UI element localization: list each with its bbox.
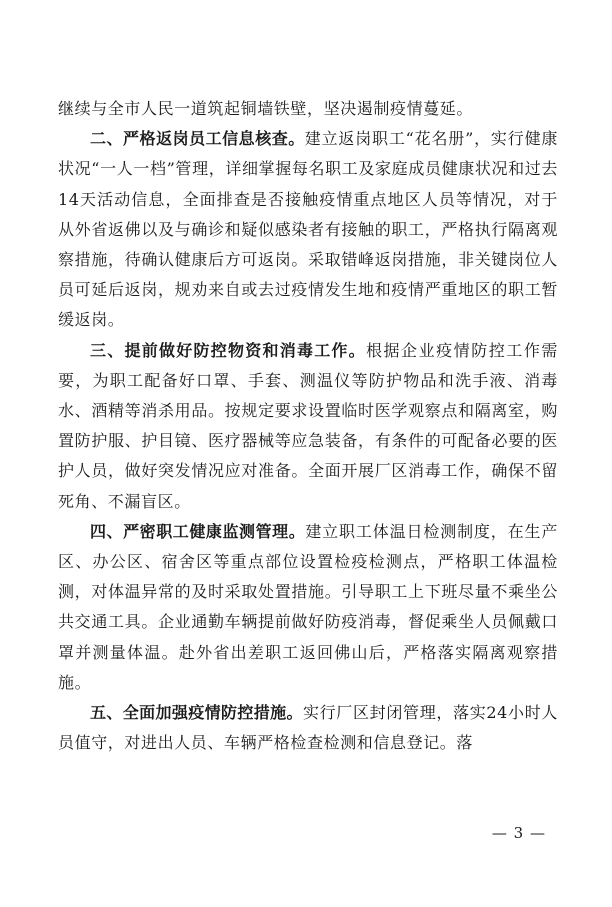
page-number: — 3 — xyxy=(491,824,546,842)
section-2-body: 建立返岗职工“花名册”，实行健康状况“一人一档”管理，详细掌握每名职工及家庭成员健康状况和过去14天活动信息，全面排查是否接触疫情重点地区人员等情况，对于从外省返佛以及与确诊和疑似感染者有接触的职工，严格执行隔离观察措施，待确认健康后方可返岗。采取错峰返岗措施，非关键岗位人员可延后返岗，规劝来自或去过疫情发生地和疫情严重地区的职工暂缓返岗。 xyxy=(58,129,558,330)
section-5-body: 实行厂区封闭管理，落实24小时人员值守，对进出人员、车辆严格检查检测和信息登记。落 xyxy=(58,703,558,753)
section-4-heading: 四、严密职工健康监测管理。 xyxy=(90,521,306,541)
continuation-text: 继续与全市人民一道筑起铜墙铁壁，坚决遏制疫情蔓延。 xyxy=(58,99,474,118)
section-4-paragraph xyxy=(58,517,558,698)
section-2-heading: 二、严格返岗员工信息核查。 xyxy=(90,129,305,149)
continuation-paragraph xyxy=(58,94,558,124)
section-5-heading: 五、全面加强疫情防控措施。 xyxy=(90,703,303,723)
section-3-body: 根据企业疫情防控工作需要，为职工配备好口罩、手套、测温仪等防护物品和洗手液、消毒水、酒精等消杀用品。按规定要求设置临时医学观察点和隔离室，购置防护服、护目镜、医疗器械等应急装备，有条件的可配备必要的医护人员，做好突发情况应对准备。全面开展厂区消毒工作，确保不留死角、不漏盲区。 xyxy=(58,340,558,511)
section-2-paragraph xyxy=(58,124,558,335)
section-5-paragraph xyxy=(58,698,558,758)
section-3-paragraph xyxy=(58,336,558,517)
document-body xyxy=(58,94,558,758)
section-4-body: 建立职工体温日检测制度，在生产区、办公区、宿舍区等重点部位设置检疫检测点，严格职工体温检测，对体温异常的及时采取处置措施。引导职工上下班尽量不乘坐公共交通工具。企业通勤车辆提前做好防疫消毒，督促乘坐人员佩戴口罩并测量体温。赴外省出差职工返回佛山后，严格落实隔离观察措施。 xyxy=(58,521,558,692)
section-3-heading: 三、提前做好防控物资和消毒工作。 xyxy=(90,340,366,360)
